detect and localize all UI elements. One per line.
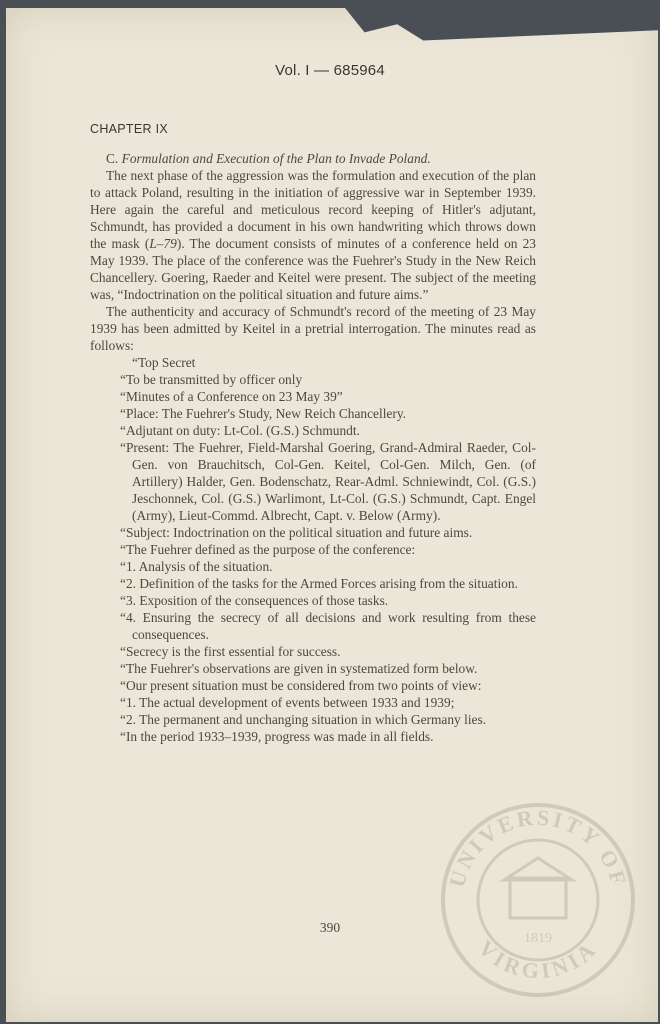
minutes-quote: [120, 354, 536, 745]
chapter-heading: CHAPTER IX: [90, 122, 169, 136]
library-seal-stamp: [438, 800, 638, 1000]
quote-line: “The Fuehrer's observations are given in systematized form below.: [120, 661, 478, 676]
quote-line: “Place: The Fuehrer's Study, New Reich Chancellery.: [120, 406, 407, 421]
quote-line: “Minutes of a Conference on 23 May 39”: [120, 389, 343, 404]
quote-line: “Subject: Indoctrination on the political situation and future aims.: [120, 525, 473, 540]
page-number: 390: [319, 920, 341, 935]
seal-bottom-text: VIRGINIA: [473, 935, 603, 984]
quote-line: “2. The permanent and unchanging situation in which Germany lies.: [120, 712, 487, 727]
paragraph-1-text-a: The next phase of the aggression was the formulation and execution of the plan to attack Poland, resulting in the initiation of aggressive war in September 1939. Here again the careful and meticulous record keeping of Hitler's adjutant, Schmundt, has provided a document in his own handwriting which throws down the mask (: [90, 168, 536, 251]
quote-line: “To be transmitted by officer only: [120, 372, 303, 387]
quote-line: “Secrecy is the first essential for success.: [120, 644, 341, 659]
section-letter: C.: [106, 151, 119, 166]
paragraph-1: [90, 167, 536, 303]
quote-line: “4. Ensuring the secrecy of all decisions and work resulting from these consequences.: [120, 610, 536, 642]
quote-line: “3. Exposition of the consequences of those tasks.: [120, 593, 389, 608]
quote-line: “1. Analysis of the situation.: [120, 559, 273, 574]
section-heading: [90, 150, 536, 167]
section-title: Formulation and Execution of the Plan to Invade Poland.: [121, 151, 431, 166]
quote-line: “Top Secret: [132, 355, 196, 370]
quote-line: “Our present situation must be considered from two points of view:: [120, 678, 482, 693]
quote-line: “Present: The Fuehrer, Field-Marshal Goering, Grand-Admiral Raeder, Col-Gen. von Brauchitsch, Col-Gen. Keitel, Col-Gen. Milch, Gen. (of Artillery) Halder, Gen. Bodenschatz, Rear-Adml. Schniewindt, Col. (G.S.) Jeschonnek, Col. (G.S.) Warlimont, Lt-Col. (G.S.) Schmundt, Capt. Engel (Army), Lieut-Commd. Albrecht, Capt. v. Below (Army).: [120, 440, 536, 523]
volume-header: Vol. I — 685964: [275, 62, 385, 79]
quote-line: “1. The actual development of events between 1933 and 1939;: [120, 695, 455, 710]
body-text: [90, 150, 536, 745]
quote-line: “Adjutant on duty: Lt-Col. (G.S.) Schmundt.: [120, 423, 360, 438]
paragraph-2: The authenticity and accuracy of Schmundt's record of the meeting of 23 May 1939 has been admitted by Keitel in a pretrial interrogation. The minutes read as follows:: [90, 304, 536, 353]
paragraph-1-text-b: ). The document consists of minutes of a conference held on 23 May 1939. The place of the conference was the Fuehrer's Study in the New Reich Chancellery. Goering, Raeder and Keitel were present. The subject of the meeting was, “Indoctrination on the political situation and future aims.”: [90, 236, 536, 302]
seal-year: 1819: [524, 931, 552, 946]
document-reference: L–79: [149, 236, 177, 251]
quote-line: “In the period 1933–1939, progress was made in all fields.: [120, 729, 434, 744]
seal-top-text: UNIVERSITY OF: [444, 804, 632, 890]
seal-building-icon: [510, 878, 566, 918]
quote-line: “The Fuehrer defined as the purpose of the conference:: [120, 542, 416, 557]
quote-line: “2. Definition of the tasks for the Armed Forces arising from the situation.: [120, 576, 518, 591]
